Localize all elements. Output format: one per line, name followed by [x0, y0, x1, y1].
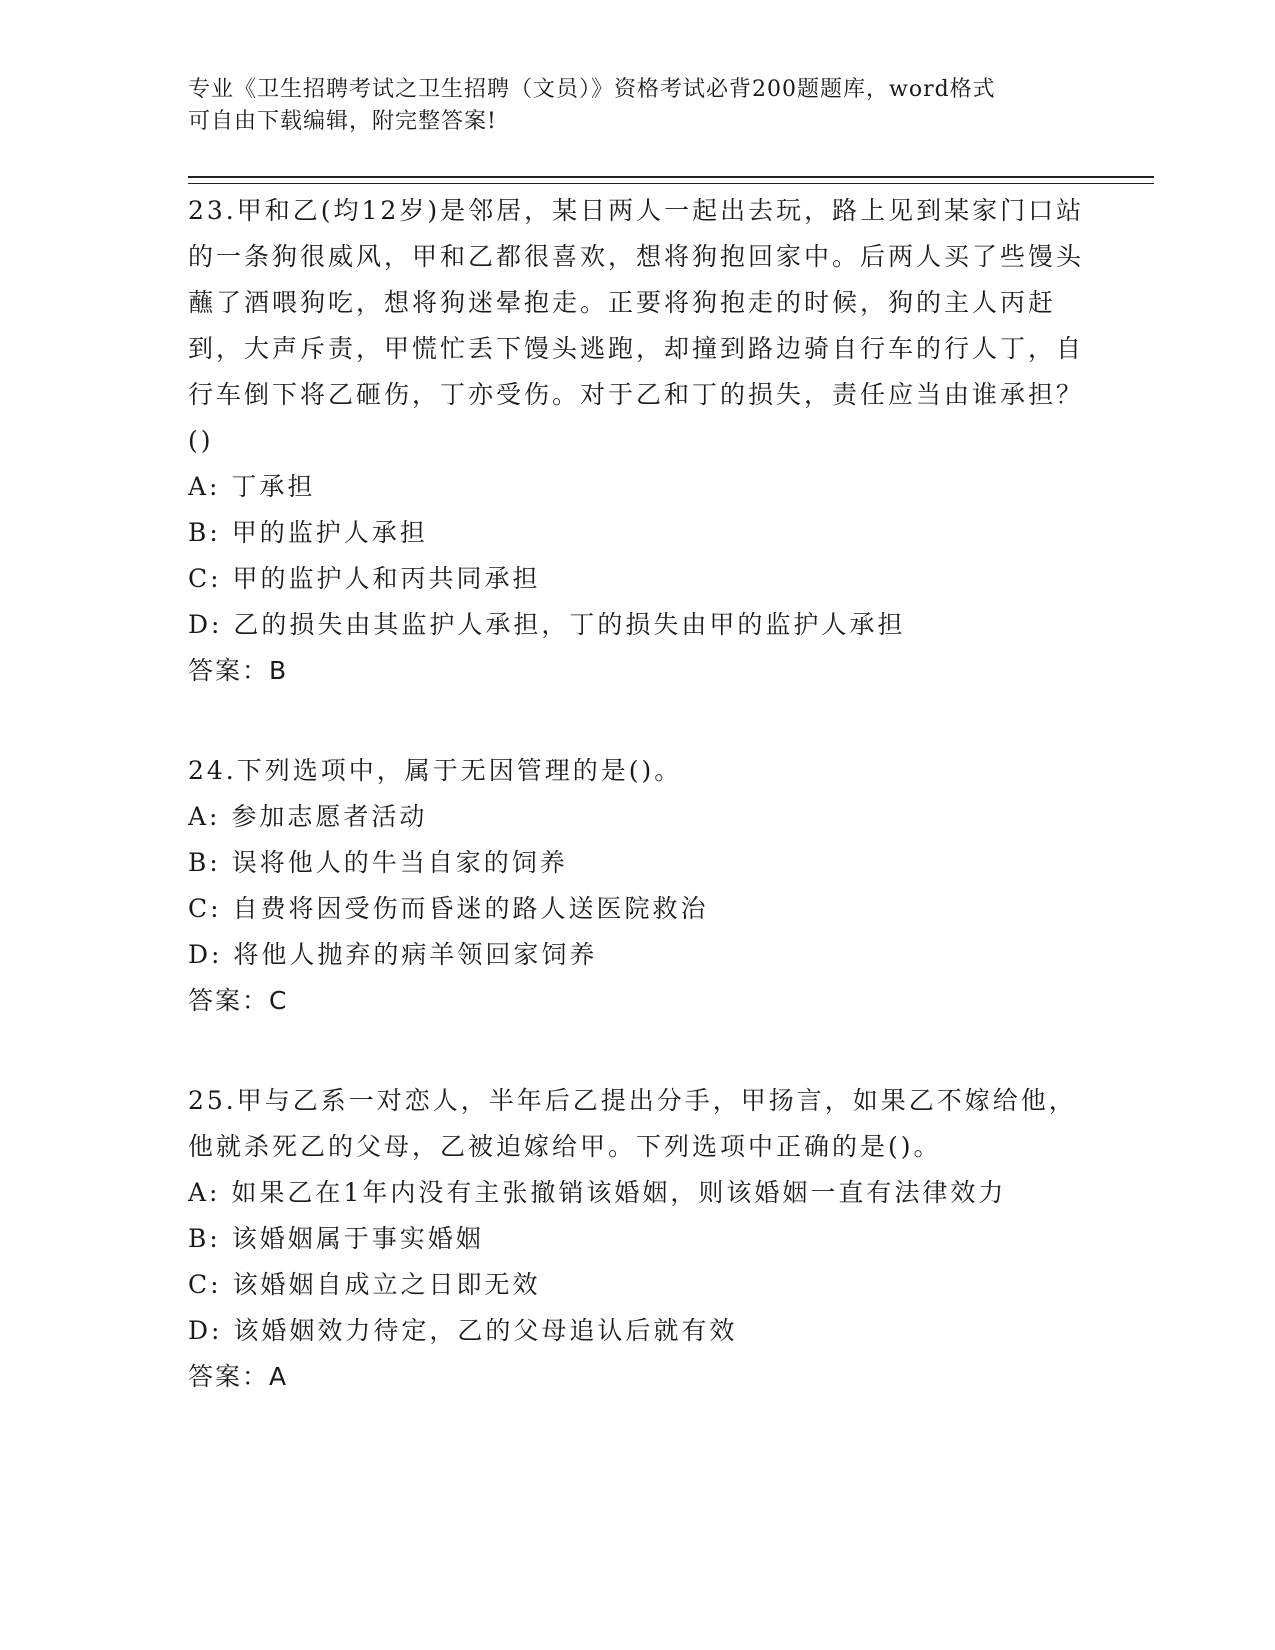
- header-line-1: 专业《卫生招聘考试之卫生招聘（文员）》资格考试必背200题题库，word格式: [188, 77, 996, 102]
- option-d: D: 将他人抛弃的病羊领回家饲养: [188, 940, 598, 969]
- option-b: B: 甲的监护人承担: [188, 518, 428, 547]
- answer: 答案：C: [188, 986, 289, 1015]
- question-25: [188, 1078, 1088, 1400]
- page-header: [188, 74, 1088, 138]
- option-d: D: 乙的损失由其监护人承担，丁的损失由甲的监护人承担: [188, 610, 906, 639]
- answer: 答案：B: [188, 656, 289, 685]
- answer: 答案：A: [188, 1362, 289, 1391]
- question-list: [188, 188, 1088, 1454]
- question-23: [188, 188, 1088, 694]
- option-d: D: 该婚姻效力待定，乙的父母追认后就有效: [188, 1316, 738, 1345]
- question-stem: 23.甲和乙(均12岁)是邻居，某日两人一起出去玩，路上见到某家门口站的一条狗很威风，甲和乙都很喜欢，想将狗抱回家中。后两人买了些馒头蘸了酒喂狗吃，想将狗迷晕抱走。正要将狗抱走的时候，狗的主人丙赶到，大声斥责，甲慌忙丢下馒头逃跑，却撞到路边骑自行车的行人丁，自行车倒下将乙砸伤，丁亦受伤。对于乙和丁的损失，责任应当由谁承担？(): [188, 196, 1085, 455]
- option-c: C: 甲的监护人和丙共同承担: [188, 564, 541, 593]
- header-line-2: 可自由下载编辑，附完整答案!: [188, 109, 497, 134]
- option-a: A: 丁承担: [188, 472, 316, 501]
- option-c: C: 该婚姻自成立之日即无效: [188, 1270, 541, 1299]
- option-a: A: 如果乙在1年内没有主张撤销该婚姻，则该婚姻一直有法律效力: [188, 1178, 1007, 1207]
- option-c: C: 自费将因受伤而昏迷的路人送医院救治: [188, 894, 709, 923]
- header-divider: [188, 176, 1154, 184]
- option-a: A: 参加志愿者活动: [188, 802, 428, 831]
- option-b: B: 误将他人的牛当自家的饲养: [188, 848, 568, 877]
- question-stem: 24.下列选项中，属于无因管理的是()。: [188, 756, 683, 785]
- question-stem: 25.甲与乙系一对恋人，半年后乙提出分手，甲扬言，如果乙不嫁给他，他就杀死乙的父母，乙被迫嫁给甲。下列选项中正确的是()。: [188, 1086, 1077, 1161]
- question-24: [188, 748, 1088, 1024]
- option-b: B: 该婚姻属于事实婚姻: [188, 1224, 484, 1253]
